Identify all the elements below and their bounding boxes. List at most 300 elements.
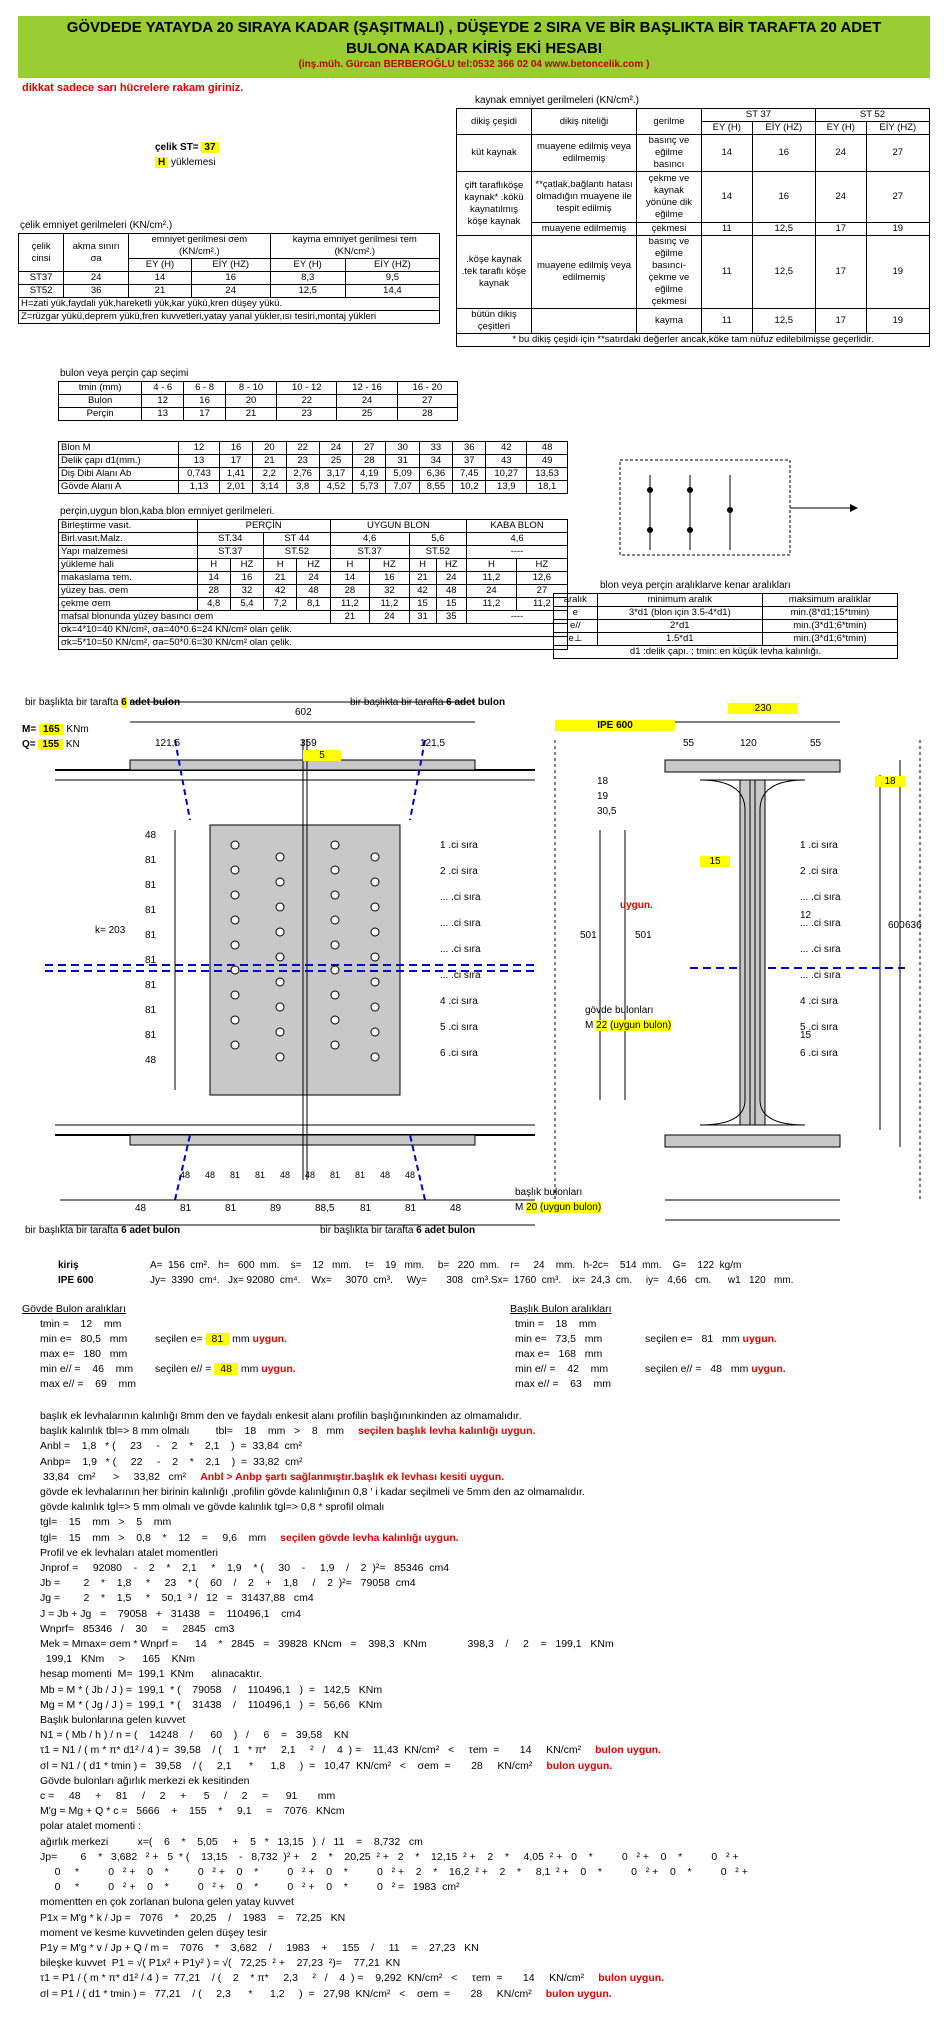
label: M= [22,724,37,735]
row-label: 1 .ci sıra [440,840,478,851]
cell: kayma [637,309,702,334]
calc-text: 199,1 KNm > 165 KNm [40,1653,195,1666]
calc-line [40,1623,234,1635]
calc-line [40,1653,195,1665]
cell: 4,6 [467,533,568,546]
table-row [59,585,568,598]
label: mm [730,1363,749,1375]
cell: 13,53 [527,468,568,481]
cell: muayene edilmiş veya edilmemiş [532,236,637,309]
calc-line [40,1744,661,1756]
dim-label: 600 [888,920,905,931]
cell: 7,2 [264,598,297,611]
load-select [155,157,215,168]
cell: 16 - 20 [397,382,457,395]
calc-text: N1 = ( Mb / h ) / n = ( 14248 / 60 ) / 6 = 39,58 KN [40,1729,349,1742]
label: KN [65,739,80,750]
calc-text: Başlık bulonlarına gelen kuvvet [40,1714,186,1726]
cell: e⊥ [554,633,598,646]
cell: 20 [253,442,286,455]
cell: 12,5 [752,236,815,309]
bottom-right-label [320,1225,475,1236]
section-props-1: A= 156 cm². h= 600 mm. s= 12 mm. t= 19 mm. b= 220 mm. r= 24 mm. h-2c= 514 mm. G= 122 kg/m [150,1260,742,1271]
calc-text: τ1 = P1 / ( m * π* d1² / 4 ) = 77,21 / ( 2 * π* 2,3 ² / 4 ) = 9,292 KN/cm² < τem = 14 KN/cm² [40,1972,585,1985]
cell: 4,19 [353,468,386,481]
label: adet bulon [129,1225,181,1236]
table-row [59,598,568,611]
bolt-hole [231,941,239,949]
calc-text: σl = P1 / ( d1 * tmin ) = 77,21 / ( 2,3 * 1,2 ) = 27,98 KN/cm² < σem = 28 KN/cm² [40,1987,532,2000]
bolt-area-table [58,441,568,494]
cell: 36 [453,442,486,455]
cell: 31 [386,455,419,468]
th: gerilme [637,109,702,135]
web-e2-input[interactable]: 48 [214,1363,238,1375]
calc-line [40,1851,739,1863]
cell: 14 [702,135,753,172]
cell: 20 [226,395,277,408]
table-row [554,633,898,646]
cell: basınç ve eğilme basıncı [637,135,702,172]
calc-line [40,1486,585,1498]
dim-label: 89 [270,1203,282,1214]
label: KNm [66,724,89,735]
cell: 2,76 [286,468,319,481]
bolt-hole [276,1028,284,1036]
dim-label: 81 [180,1203,192,1214]
cell: 17 [219,455,252,468]
cell: 11,2 [330,598,369,611]
label: seçilen e// = [155,1363,212,1375]
bolt-hole [371,928,379,936]
bolt-hole [276,853,284,861]
cell: 11,2 [467,572,517,585]
cell: 17 [184,408,226,421]
dim-label: 501 [635,930,652,941]
cell: 21 [264,572,297,585]
label: adet bulon [129,697,181,708]
calc-text: Profil ve ek levhaları atalet momentleri [40,1546,218,1559]
steel-stress-title: çelik emniyet gerilmeleri (KN/cm².) [20,220,173,231]
calc-text: σl = N1 / ( d1 * tmin ) = 39,58 / ( 2,1 * 1,8 ) = 10,47 KN/cm² < σem = 28 KN/cm² [40,1759,533,1772]
cell: 11 [702,223,753,236]
note: d1 :delik çapı. ; tmin: en küçük levha kalınlığı. [554,646,898,659]
calc-text: Mg = M * ( Jg / J ) = 199,1 * ( 31438 / 110496,1 ) = 56,66 KNm [40,1698,383,1711]
cell: 24 [297,572,330,585]
cell: Birleştirme vasıt. [59,520,198,533]
calc-text: Mek = Mmax= σem * Wnprf = 14 * 2845 = 39828 KNcm = 398,3 KNm 398,3 / 2 = 199,1 KNm [40,1638,614,1650]
dim-label: 120 [740,738,757,749]
cell: 16 [752,172,815,223]
label: 6 [446,697,452,708]
cell: PERÇİN [197,520,330,533]
dim-label: 81 [145,1030,157,1041]
calc-text: 0 * 0 ² + 0 * 0 ² + 0 * 0 ² + 0 * 0 ² + 2 * 16,2 ² + 2 * 8,1 ² + 0 * 0 ² + 0 * 0 ² + [40,1866,748,1878]
bolt-hole [231,866,239,874]
cell: 1.5*d1 [597,633,762,646]
bottom-left-label [25,1225,180,1236]
cell: 21 [409,572,436,585]
plate-thickness-input[interactable]: 18 [875,776,905,787]
bolt-hole [331,891,339,899]
bolt-hole [276,928,284,936]
spacing-line: tmin = 12 mm [40,1318,122,1330]
label: Başlık Bulon aralıkları [510,1303,612,1315]
cell: 48 [436,585,467,598]
cell: aralık [554,594,598,607]
calc-line [40,1714,185,1726]
cell: 5,09 [386,468,419,481]
calc-line [40,1638,614,1650]
calc-text: Anbl = 1,8 * ( 23 - 2 * 2,1 ) = 33,84 cm² [40,1440,303,1453]
cell: yüzey bas. σem [59,585,198,598]
calc-line [40,1805,345,1817]
cell: ST.52 [409,546,466,559]
dim-label: 501 [580,930,597,941]
cell: HZ [516,559,567,572]
cell: 28 [197,585,230,598]
calc-line [40,1562,449,1574]
table-row [554,607,898,620]
row-label: ... .ci sıra [440,892,481,903]
warning-text: dikkat sadece sarı hücrelere rakam giriniz. [22,82,244,94]
bolt-hole [276,1053,284,1061]
label: k= [95,925,106,936]
bolt-hole [276,953,284,961]
dim-label: 55 [683,738,695,749]
table-row [457,236,930,309]
bolt-hole [231,966,239,974]
calc-text: gövde kalınlık tgl=> 5 mm olmalı ve gövde kalınlık tgl=> 0,8 * sprofil olmalı [40,1501,385,1514]
web-bolt-size [585,1020,671,1031]
cell: muayene edilmiş veya edilmemiş [532,135,637,172]
cell: ST 44 [264,533,331,546]
cell: 10,2 [453,481,486,494]
calc-text: M'g = Mg + Q * c = 5666 + 155 * 9,1 = 7076 KNcm [40,1805,345,1818]
cell: 10 - 12 [277,382,337,395]
calc-text: Wnprf= 85346 / 30 = 2845 cm3 [40,1622,235,1635]
cell: 36 [64,285,129,298]
cell [532,309,637,334]
th: dikiş çeşidi [457,109,532,135]
cell: 17 [815,236,866,309]
calc-text: Mb = M * ( Jb / J ) = 199,1 * ( 79058 / 110496,1 ) = 142,5 KNm [40,1683,383,1696]
cell: 42 [264,585,297,598]
cell: 7,45 [453,468,486,481]
cell: bütün dikiş çeşitleri [457,309,532,334]
steel-input[interactable]: 37 [201,142,218,153]
row-label: 4 .ci sıra [800,996,838,1007]
bolt-pattern-sketch [600,440,900,570]
bolt-hole [371,903,379,911]
section-props-2: Jy= 3390 cm⁴. Jx= 92080 cm⁴. Wx= 3070 cm³. Wy= 308 cm³.Sx= 1760 cm³. ix= 24,3 cm. iy= 4,66 cm. w1 120 mm. [150,1275,794,1286]
calc-line [40,1775,250,1787]
web-e2-select [155,1363,296,1375]
label: mm [240,1363,259,1375]
bolt-hole [371,1003,379,1011]
cell: basınç ve eğilme basıncı-çekme ve eğilme çekmesi [637,236,702,309]
cell: 14 [702,172,753,223]
dim-label: 48 [135,1203,147,1214]
web-plate-input[interactable]: 15 [700,856,730,867]
calc-line [40,1425,535,1437]
label: seçilen e= [645,1333,693,1345]
calc-line [40,1684,382,1696]
cell: 24 [436,572,467,585]
calc-text: polar atalet momenti : [40,1820,141,1833]
calc-line [40,1912,345,1924]
flange-width-input[interactable]: 230 [728,703,798,714]
cell: 11,2 [370,598,409,611]
label: mm [232,1333,250,1345]
table-row [59,481,568,494]
cell: muayene edilmemiş [532,223,637,236]
label: seçilen e= [155,1333,203,1345]
ok-label: uygun. [620,900,653,911]
top-right-label [350,697,505,708]
dim-label: 48 [180,1170,191,1180]
cell: çekme ve kaynak yönüne dik eğilme [637,172,702,223]
cell: 17 [815,223,866,236]
cell: 32 [230,585,263,598]
label: kiriş [58,1260,79,1271]
cell: 23 [277,408,337,421]
bolt-hole [331,1016,339,1024]
bolt-stress-table [58,519,568,650]
cell: 24 [815,135,866,172]
spacing-line: max e= 168 mm [515,1348,603,1360]
cell: ---- [467,546,568,559]
cell: 12 - 16 [337,382,397,395]
label: 203 [108,925,126,936]
cell: 37 [453,455,486,468]
moment-input-row [22,724,89,735]
cell: 24 [64,272,129,285]
bolt-hole [371,1028,379,1036]
profile-input[interactable]: IPE 600 [555,720,675,731]
table-row [59,572,568,585]
cell: 27 [866,172,929,223]
cell: 19 [866,236,929,309]
cell: yükleme hali [59,559,198,572]
cell: 32 [370,585,409,598]
row-label: ... .ci sıra [440,918,481,929]
calc-text: hesap momenti M= 199,1 KNm alınacaktır. [40,1668,263,1681]
calc-text: Jnprof = 92080 - 2 * 2,1 * 1,9 * ( 30 - 1,9 / 2 )²= 85346 cm4 [40,1562,450,1574]
cell: 43 [486,455,527,468]
cell: **çatlak,bağlantı hatası olmadığın muayene ile tespit edilmiş [532,172,637,223]
cell: 27 [397,395,457,408]
dim-label: 359 [300,738,317,749]
bolt-hole [371,853,379,861]
cell: 1,13 [179,481,220,494]
label: (uygun bulon) [610,1020,672,1031]
th-yield: akma sınırı σa [64,234,129,272]
calc-line [40,1592,314,1604]
cell: 5,4 [230,598,263,611]
load-input[interactable]: H [155,157,168,168]
calc-text: J = Jb + Jg = 79058 + 31438 = 110496,1 cm4 [40,1607,302,1620]
calc-line [40,1836,423,1848]
bolt-hole [276,903,284,911]
table-row [457,172,930,223]
bolt-hole [331,991,339,999]
cell: 48 [527,442,568,455]
gap-input[interactable]: 5 [303,750,341,761]
th: ST 37 [702,109,816,122]
calc-result: Anbl > Anbp şartı sağlanmıştır.başlık ek levhası kesiti uygun. [200,1470,505,1483]
row-label: 2 .ci sıra [800,866,838,877]
dim-label: 81 [145,1005,157,1016]
calc-result: bulon uygun. [546,1759,613,1772]
cell: 16 [230,572,263,585]
table-row [59,442,568,455]
cell: 24 [337,395,397,408]
bolt-dia-title: bulon veya perçin çap seçimi [60,368,189,379]
cell: Birl.vasıt.Malz. [59,533,198,546]
row-label: 1 .ci sıra [800,840,838,851]
cell: 13 [142,408,184,421]
dim-label: 48 [145,830,157,841]
cell: 11 [702,236,753,309]
calc-line [40,1668,262,1680]
cell: 42 [409,585,436,598]
shear-input[interactable]: 155 [38,739,63,750]
label: IPE 600 [58,1275,94,1286]
dim-label: 48 [380,1170,391,1180]
cell: 16 [219,442,252,455]
flange-bolt-size [515,1202,601,1213]
cell: makaslama τem. [59,572,198,585]
bolt-hole [276,978,284,986]
cell: 16 [752,135,815,172]
cell: min.(8*d1;15*tmin) [762,607,897,620]
ok-label: uygun. [742,1333,777,1345]
label: Q= [22,739,36,750]
cell: 2,2 [253,468,286,481]
bolt-dia-table [58,381,458,421]
cell: 33 [419,442,452,455]
table-row [457,135,930,172]
calc-result: bulon uygun. [598,1972,665,1985]
cell: 19 [866,223,929,236]
calc-line [40,1988,612,2000]
cell: 18,1 [527,481,568,494]
dim-label: 81 [145,905,157,916]
calc-line [40,1896,294,1908]
count-input[interactable]: 6 [121,697,127,708]
cell: 16 [370,572,409,585]
author-line: (inş.müh. Gürcan BERBEROĞLU tel:0532 366 02 04 www.betoncelik.com ) [298,59,650,70]
cell: 2,01 [219,481,252,494]
cell: 6 - 8 [184,382,226,395]
dim-label: 48 [405,1170,416,1180]
cell: 21 [226,408,277,421]
label: Gövde Bulon aralıkları [22,1303,126,1315]
calc-text: tgl= 15 mm > 0,8 * 12 = 9,6 mm [40,1531,267,1544]
cell: 8,55 [419,481,452,494]
cell: 0,743 [179,468,220,481]
dim-label: 48 [205,1170,216,1180]
calc-text: τ1 = N1 / ( m * π* d1² / 4 ) = 39,58 / ( 1 * π* 2,1 ² / 4 ) = 11,43 KN/cm² < τem = 14 KN/cm² [40,1744,582,1757]
cell: H [467,559,517,572]
cell: 27 [353,442,386,455]
cell: 27 [866,135,929,172]
spacing-line: max e// = 69 mm [40,1378,136,1390]
label: adet bulon [424,1225,476,1236]
calc-line [40,1881,460,1893]
row-label: 2 .ci sıra [440,866,478,877]
cell: 28 [397,408,457,421]
calc-line [40,1972,664,1984]
cell: küt kaynak [457,135,532,172]
bolt-hole [231,1016,239,1024]
label: adet bulon [454,697,506,708]
ok-label: uygun. [261,1363,296,1375]
label: 6 [121,1225,127,1236]
cell: 1,41 [219,468,252,481]
web-e-input[interactable]: 81 [206,1333,230,1345]
dim-label: 636 [905,920,922,931]
steel-stress-table [18,233,440,324]
cell: 12,5 [752,309,815,334]
label: mm [722,1333,740,1345]
calc-line [40,1532,459,1544]
table-row [59,468,568,481]
cell: 4,6 [330,533,409,546]
cell: 42 [486,442,527,455]
calc-line [40,1790,335,1802]
th-allow: emniyet gerilmesi σem (KN/cm².) [129,234,271,259]
cell: 14,4 [345,285,439,298]
cell: Gövde Alanı A [59,481,179,494]
flange-bolt-input[interactable]: 20 [526,1202,538,1213]
cell: 13,9 [486,481,527,494]
cell: 3*d1 (blon için 3.5-4*d1) [597,607,762,620]
label: M [585,1020,594,1031]
calc-text: Jp= 6 * 3,682 ² + 5 * ( 13,15 - 8,732 )² + 2 * 20,25 ² + 2 * 12,15 ² + 2 * 4,05 ² + 0 * 0 ² + 0 * 0 ² + [40,1850,739,1863]
th: ST 52 [815,109,929,122]
cell: ST52 [19,285,64,298]
cell: 22 [286,442,319,455]
label: seçilen e// = [645,1363,702,1375]
dim-label: 88,5 [315,1203,335,1214]
bolt-hole [371,978,379,986]
calc-line [40,1760,612,1772]
moment-input[interactable]: 165 [39,724,64,735]
web-bolt-input[interactable]: 22 [596,1020,608,1031]
row-label: 6 .ci sıra [800,1048,838,1059]
spacing-line: min e// = 46 mm [40,1363,134,1375]
cell: 3,8 [286,481,319,494]
cell: 30 [386,442,419,455]
th-sub: EY (H) [270,259,345,272]
label: bir başlıkta bir tarafta [25,1225,119,1236]
th: EİY (HZ) [866,122,929,135]
calc-text: gövde ek levhalarının her birinin kalınlığı ,profilin gövde kalınlığının 0,8 ' i kadar seçilmeli ve 5mm den az olmamalıdır. [40,1486,585,1498]
cell: 10,27 [486,468,527,481]
cell: H [409,559,436,572]
top-left-label [25,697,180,708]
table-row [59,395,458,408]
dim-label: 48 [280,1170,291,1180]
dim-label: 81 [145,880,157,891]
cell: 4,8 [197,598,230,611]
cell: çift taraflıköşe kaynak* .kökü kaynatılmış köşe kaynak [457,172,532,236]
k-label [95,925,125,936]
cell: 24 [370,611,409,624]
bolt-hole [331,1041,339,1049]
